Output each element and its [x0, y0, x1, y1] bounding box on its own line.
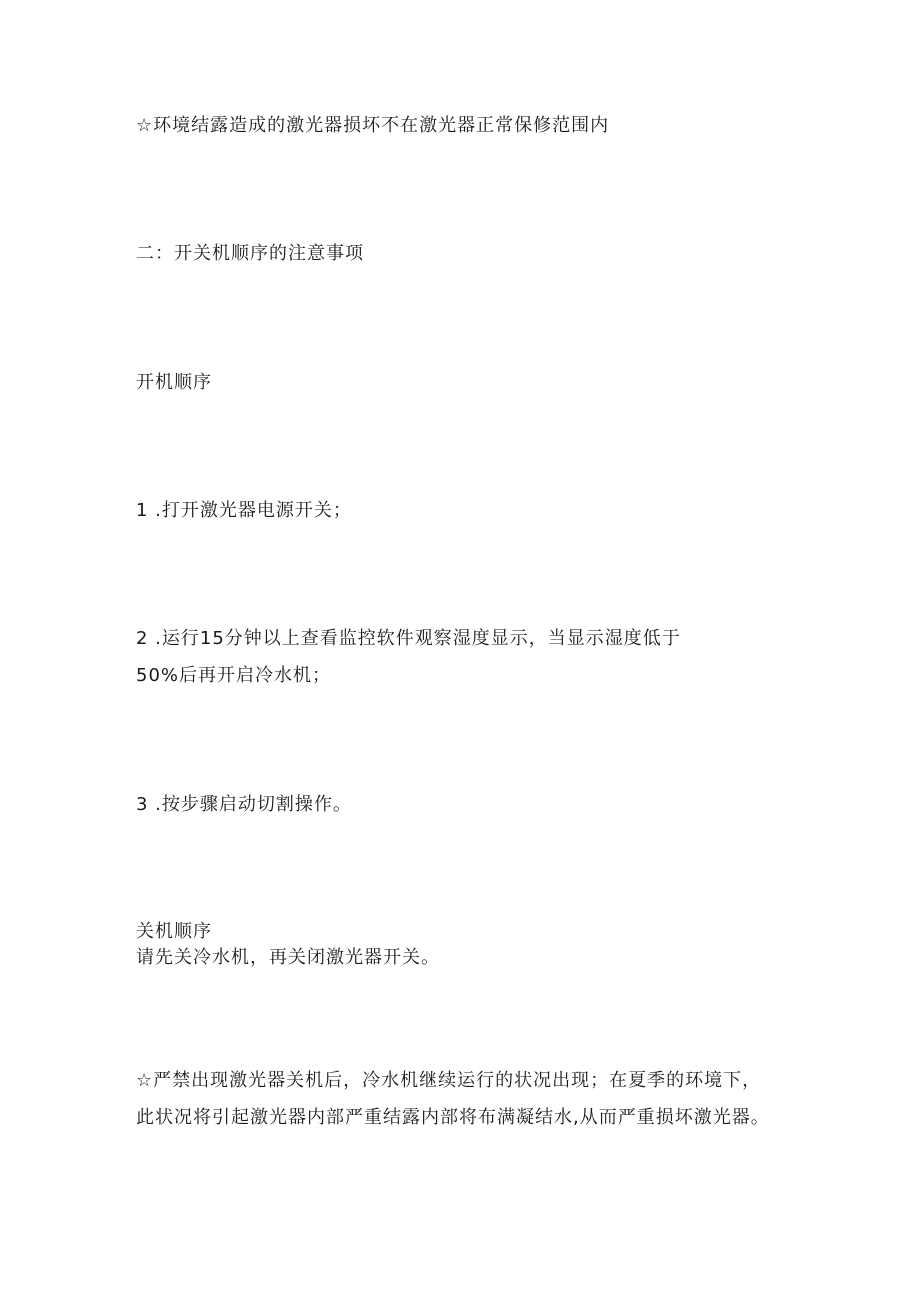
step-3-text: 3 .按步骤启动切割操作。	[136, 794, 352, 815]
section-heading-power-sequence: 二：开关机顺序的注意事项	[136, 243, 364, 264]
warning-note-line-1: ☆严禁出现激光器关机后，冷水机继续运行的状况出现；在夏季的环境下，	[136, 1070, 762, 1091]
subheading-power-on-sequence: 开机顺序	[136, 372, 212, 393]
step-2-text-line-2: 50%后再开启冷水机；	[136, 665, 332, 686]
step-1-text: 1 .打开激光器电源开关；	[136, 500, 352, 521]
subheading-power-off-sequence: 关机顺序	[136, 921, 212, 942]
warning-note-warranty: ☆环境结露造成的激光器损坏不在激光器正常保修范围内	[136, 115, 610, 136]
power-off-instruction: 请先关冷水机，再关闭激光器开关。	[136, 947, 440, 968]
step-2-text-line-1: 2 .运行15分钟以上查看监控软件观察湿度显示，当显示湿度低于	[136, 628, 681, 649]
warning-note-line-2: 此状况将引起激光器内部严重结露内部将布满凝结水,从而严重损坏激光器。	[136, 1107, 770, 1128]
